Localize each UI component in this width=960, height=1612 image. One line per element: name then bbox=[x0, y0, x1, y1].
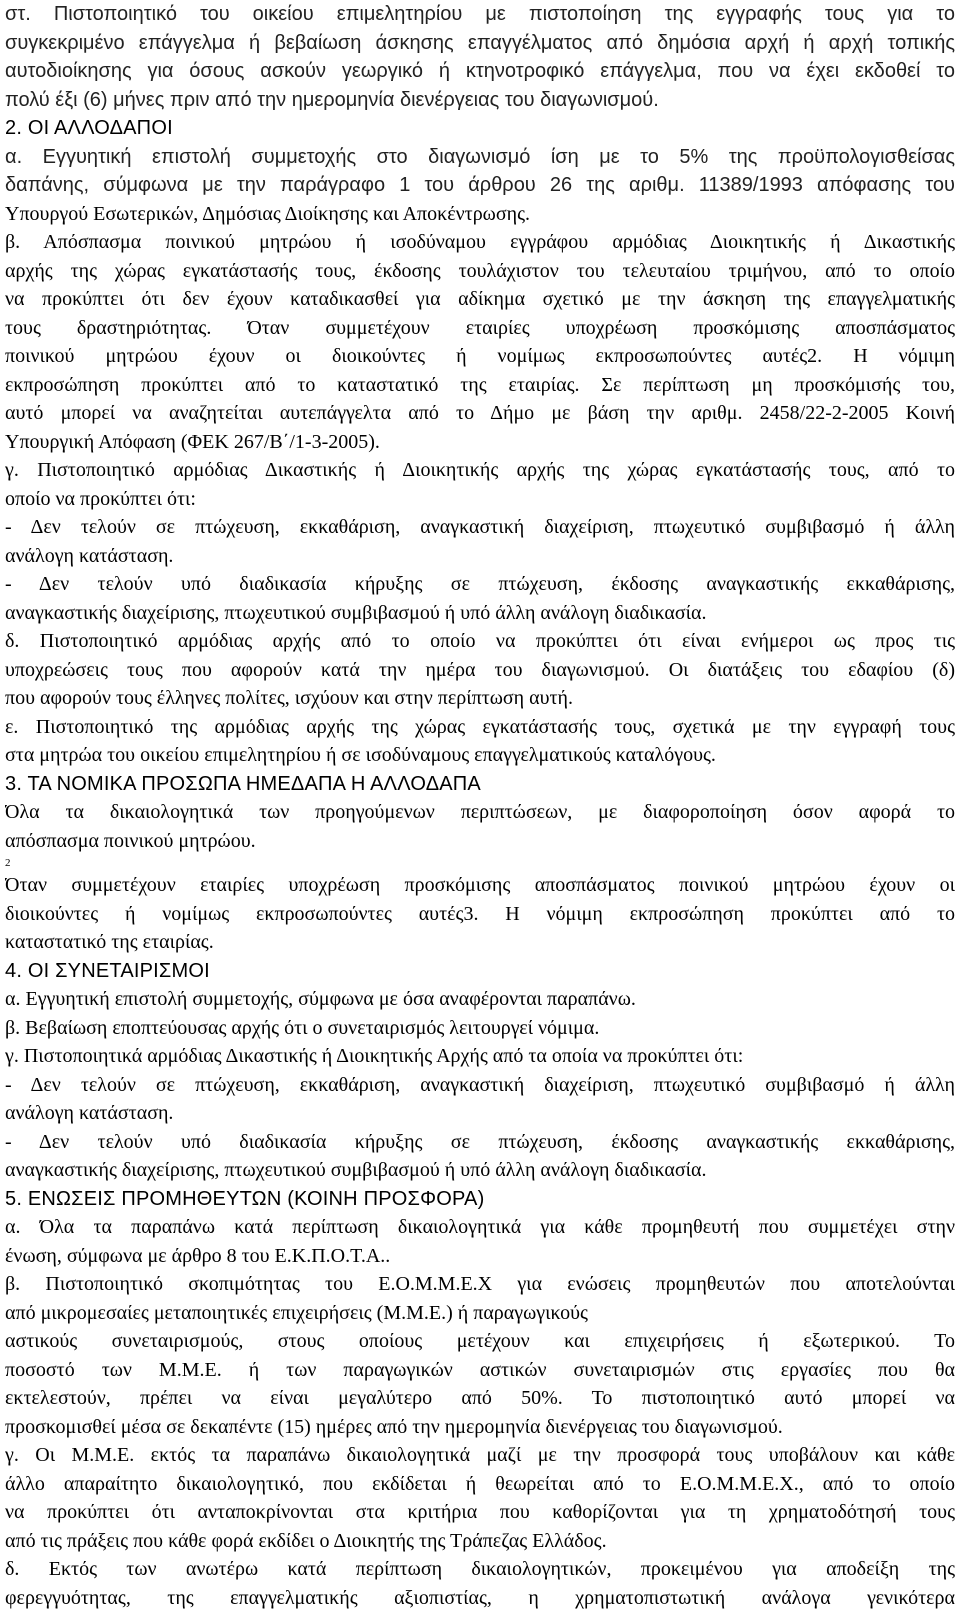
text-line: αστικούς συνεταιρισμούς, στους οποίους μετέχουν και επιχειρήσεις ή εξωτερικού. Το bbox=[5, 1327, 955, 1356]
text-line: να προκύπτει ότι ανταποκρίνονται στα κριτήρια που καθορίζονται για τη χρηματοδότησή τους bbox=[5, 1498, 955, 1527]
text-line: Όλα τα δικαιολογητικά των προηγούμενων περιπτώσεων, με διαφοροποίηση όσον αφορά το bbox=[5, 798, 955, 827]
text-line: φερεγγυότητας, της επαγγελματικής αξιοπιστίας, η χρηματοπιστωτική ανάλογα γενικότερα bbox=[5, 1584, 955, 1612]
text-line: αυτοδιοίκησης για όσους ασκούν γεωργικό ή κτηνοτροφικό επάγγελμα, που να έχει εκδοθεί το bbox=[5, 57, 955, 86]
text-line: ποσοστό των Μ.Μ.Ε. ή των παραγωγικών αστικών συνεταιρισμών στις εργασίες που θα bbox=[5, 1356, 955, 1385]
text-line: από μικρομεσαίες μεταποιητικές επιχειρήσεις (Μ.Μ.Ε.) ή παραγωγικούς bbox=[5, 1299, 955, 1328]
text-line: ποινικού μητρώου έχουν οι διοικούντες ή νομίμως εκπροσωπούντες αυτές2. Η νόμιμη bbox=[5, 342, 955, 371]
text-line: άλλο απαραίτητο δικαιολογητικό, που εκδίδεται ή θεωρείται από το Ε.Ο.Μ.Μ.Ε.Χ., από το οποίο bbox=[5, 1470, 955, 1499]
text-line: - Δεν τελούν υπό διαδικασία κήρυξης σε πτώχευση, έκδοσης αναγκαστικής εκκαθάρισης, bbox=[5, 1128, 955, 1157]
text-line: αρχής της χώρας εγκατάστασής τους, έκδοσης τουλάχιστον του τελευταίου τριμήνου, από το οποίο bbox=[5, 257, 955, 286]
text-line: εκτελεστούν, πρέπει να είναι μεγαλύτερο από 50%. Το πιστοποιητικό αυτό μπορεί να bbox=[5, 1384, 955, 1413]
text-line: απόσπασμα ποινικού μητρώου. bbox=[5, 827, 955, 856]
text-line: πολύ έξι (6) μήνες πριν από την ημερομηνία διενέργειας του διαγωνισμού. bbox=[5, 86, 955, 115]
text-line: α. Εγγυητική επιστολή συμμετοχής, σύμφωνα με όσα αναφέρονται παραπάνω. bbox=[5, 985, 955, 1014]
text-line: α. Εγγυητική επιστολή συμμετοχής στο διαγωνισμό ίση με το 5% της προϋπολογισθείσας bbox=[5, 143, 955, 172]
text-line: να προκύπτει ότι δεν έχουν καταδικασθεί για αδίκημα σχετικό με την άσκηση της επαγγελματικής bbox=[5, 285, 955, 314]
section-heading: 3. ΤΑ ΝΟΜΙΚΑ ΠΡΟΣΩΠΑ ΗΜΕΔΑΠΑ Η ΑΛΛΟΔΑΠΑ bbox=[5, 770, 955, 799]
text-line: β. Πιστοποιητικό σκοπιμότητας του Ε.Ο.Μ.Μ.Ε.Χ για ενώσεις προμηθευτών που αποτελούνται bbox=[5, 1270, 955, 1299]
text-line: ε. Πιστοποιητικό της αρμόδιας αρχής της χώρας εγκατάστασής τους, σχετικά με την εγγραφή τους bbox=[5, 713, 955, 742]
text-line: αυτό μπορεί να αναζητείται αυτεπάγγελτα από το Δήμο με βάση την αριθμ. 2458/22-2-2005 Κοινή bbox=[5, 399, 955, 428]
text-line: αναγκαστικής διαχείρισης, πτωχευτικού συμβιβασμού ή υπό άλλη ανάλογη διαδικασία. bbox=[5, 599, 955, 628]
document-page bbox=[5, 0, 955, 1612]
text-line: γ. Πιστοποιητικά αρμόδιας Δικαστικής ή Διοικητικής Αρχής από τα οποία να προκύπτει ότι: bbox=[5, 1042, 955, 1071]
text-line: α. Όλα τα παραπάνω κατά περίπτωση δικαιολογητικά για κάθε προμηθευτή που συμμετέχει στην bbox=[5, 1213, 955, 1242]
footnote-number: 2 bbox=[5, 855, 955, 871]
text-line: δ. Εκτός των ανωτέρω κατά περίπτωση δικαιολογητικών, προκειμένου για αποδείξη της bbox=[5, 1555, 955, 1584]
text-line: ένωση, σύμφωνα με άρθρο 8 του Ε.Κ.Π.Ο.Τ.Α.. bbox=[5, 1242, 955, 1271]
text-line: Υπουργική Απόφαση (ΦΕΚ 267/Β΄/1-3-2005). bbox=[5, 428, 955, 457]
text-line: διοικούντες ή νομίμως εκπροσωπούντες αυτές3. Η νόμιμη εκπροσώπηση προκύπτει από το bbox=[5, 900, 955, 929]
text-line: καταστατικό της εταιρίας. bbox=[5, 928, 955, 957]
text-line: - Δεν τελούν σε πτώχευση, εκκαθάριση, αναγκαστική διαχείριση, πτωχευτικό συμβιβασμό ή άλλη bbox=[5, 1071, 955, 1100]
text-line: οποίο να προκύπτει ότι: bbox=[5, 485, 955, 514]
text-line: ανάλογη κατάσταση. bbox=[5, 542, 955, 571]
text-line: ανάλογη κατάσταση. bbox=[5, 1099, 955, 1128]
text-line: δ. Πιστοποιητικό αρμόδιας αρχής από το οποίο να προκύπτει ότι είναι ενήμεροι ως προς τις bbox=[5, 627, 955, 656]
text-line: γ. Πιστοποιητικό αρμόδιας Δικαστικής ή Διοικητικής αρχής της χώρας εγκατάστασής τους, από το bbox=[5, 456, 955, 485]
text-line: στα μητρώα του οικείου επιμελητηρίου ή σε ισοδύναμους επαγγελματικούς καταλόγους. bbox=[5, 741, 955, 770]
text-line: από τις πράξεις που κάθε φορά εκδίδει ο Διοικητής της Τράπεζας Ελλάδος. bbox=[5, 1527, 955, 1556]
text-line: συγκεκριμένο επάγγελμα ή βεβαίωση άσκησης επαγγέλματος από δημόσια αρχή ή αρχή τοπικής bbox=[5, 29, 955, 58]
section-heading: 2. ΟΙ ΑΛΛΟΔΑΠΟΙ bbox=[5, 114, 955, 143]
text-line: Υπουργού Εσωτερικών, Δημόσιας Διοίκησης και Αποκέντρωσης. bbox=[5, 200, 955, 229]
text-line: - Δεν τελούν σε πτώχευση, εκκαθάριση, αναγκαστική διαχείριση, πτωχευτικό συμβιβασμό ή άλλη bbox=[5, 513, 955, 542]
text-line: β. Βεβαίωση εποπτεύουσας αρχής ότι ο συνεταιρισμός λειτουργεί νόμιμα. bbox=[5, 1014, 955, 1043]
text-line: β. Απόσπασμα ποινικού μητρώου ή ισοδύναμου εγγράφου αρμόδιας Διοικητικής ή Δικαστικής bbox=[5, 228, 955, 257]
text-line: τους δραστηριότητας. Όταν συμμετέχουν εταιρίες υποχρέωση προσκόμισης αποσπάσματος bbox=[5, 314, 955, 343]
section-heading: 4. ΟΙ ΣΥΝΕΤΑΙΡΙΣΜΟΙ bbox=[5, 957, 955, 986]
text-line: δαπάνης, σύμφωνα με την παράγραφο 1 του άρθρου 26 της αριθμ. 11389/1993 απόφασης του bbox=[5, 171, 955, 200]
text-line: στ. Πιστοποιητικό του οικείου επιμελητηρίου με πιστοποίηση της εγγραφής τους για το bbox=[5, 0, 955, 29]
text-line: εκπροσώπηση προκύπτει από το καταστατικό της εταιρίας. Σε περίπτωση μη προσκόμισής του, bbox=[5, 371, 955, 400]
text-line: υποχρεώσεις τους που αφορούν κατά την ημέρα του διαγωνισμού. Οι διατάξεις του εδαφίου (δ) bbox=[5, 656, 955, 685]
section-heading: 5. ΕΝΩΣΕΙΣ ΠΡΟΜΗΘΕΥΤΩΝ (ΚΟΙΝΗ ΠΡΟΣΦΟΡΑ) bbox=[5, 1185, 955, 1214]
text-line: Όταν συμμετέχουν εταιρίες υποχρέωση προσκόμισης αποσπάσματος ποινικού μητρώου έχουν οι bbox=[5, 871, 955, 900]
text-line: - Δεν τελούν υπό διαδικασία κήρυξης σε πτώχευση, έκδοσης αναγκαστικής εκκαθάρισης, bbox=[5, 570, 955, 599]
text-line: που αφορούν τους έλληνες πολίτες, ισχύουν και στην περίπτωση αυτή. bbox=[5, 684, 955, 713]
text-line: γ. Οι Μ.Μ.Ε. εκτός τα παραπάνω δικαιολογητικά μαζί με την προσφορά τους υποβάλουν και κάθε bbox=[5, 1441, 955, 1470]
text-line: αναγκαστικής διαχείρισης, πτωχευτικού συμβιβασμού ή υπό άλλη ανάλογη διαδικασία. bbox=[5, 1156, 955, 1185]
text-line: προσκομισθεί μέσα σε δεκαπέντε (15) ημέρες από την ημερομηνία διενέργειας του διαγωνισμού. bbox=[5, 1413, 955, 1442]
